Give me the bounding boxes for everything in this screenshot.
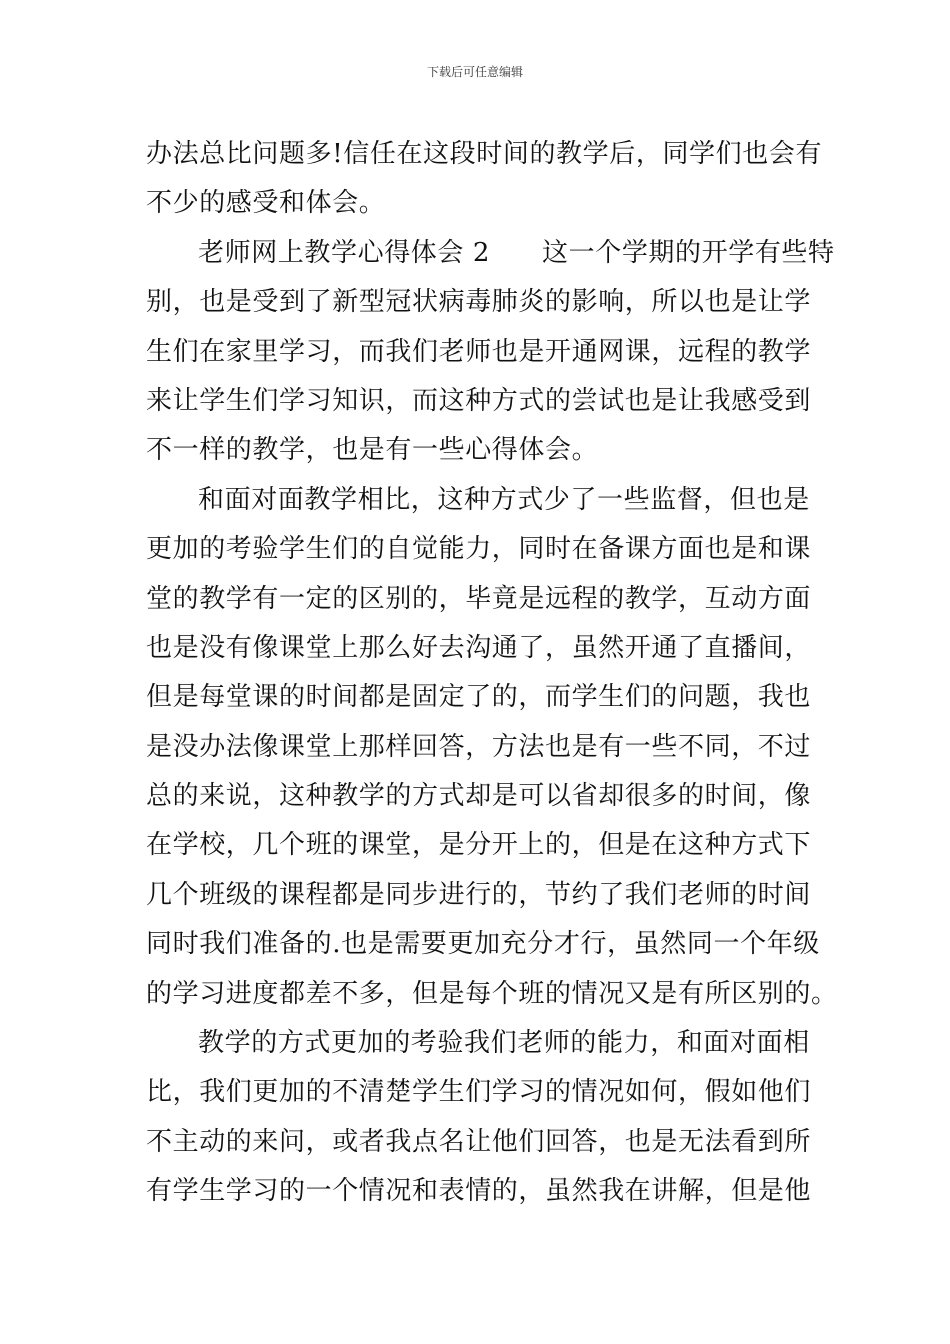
text-line: 和面对面教学相比，这种方式少了一些监督，但也是 xyxy=(198,484,810,515)
text-line: 是没办法像课堂上那样回答，方法也是有一些不同，不过 xyxy=(146,731,812,762)
text-line: 更加的考验学生们的自觉能力，同时在备课方面也是和课 xyxy=(146,534,812,565)
section-heading: 老师网上教学心得体会 2 xyxy=(198,237,491,268)
text-line: 有学生学习的一个情况和表情的，虽然我在讲解，但是他 xyxy=(146,1176,812,1207)
text-line-content: 这一个学期的开学有些特 xyxy=(542,237,835,268)
text-line: 办法总比问题多!信任在这段时间的教学后，同学们也会有 xyxy=(146,139,823,169)
text-line: 在学校，几个班的课堂，是分开上的，但是在这种方式下 xyxy=(146,830,812,861)
text-line: 不一样的教学，也是有一些心得体会。 xyxy=(146,435,599,466)
text-line: 几个班级的课程都是同步进行的，节约了我们老师的时间 xyxy=(146,879,812,910)
text-line: 教学的方式更加的考验我们老师的能力，和面对面相 xyxy=(198,1028,810,1059)
text-line: 但是每堂课的时间都是固定了的，而学生们的问题，我也 xyxy=(146,682,812,713)
paragraph-3 xyxy=(146,476,838,1019)
paragraph-2 xyxy=(146,229,835,476)
text-line: 不主动的来问，或者我点名让他们回答，也是无法看到所 xyxy=(146,1126,812,1157)
text-line xyxy=(146,229,835,278)
text-line: 同时我们准备的.也是需要更加充分才行，虽然同一个年级 xyxy=(146,929,820,960)
page-header: 下载后可任意编辑 xyxy=(426,65,523,79)
text-line: 总的来说，这种教学的方式却是可以省却很多的时间，像 xyxy=(146,781,812,812)
text-line: 生们在家里学习，而我们老师也是开通网课，远程的教学 xyxy=(146,336,812,367)
text-line: 别，也是受到了新型冠状病毒肺炎的影响，所以也是让学 xyxy=(146,287,812,318)
text-line: 堂的教学有一定的区别的，毕竟是远程的教学，互动方面 xyxy=(146,583,812,614)
paragraph-1 xyxy=(146,130,823,229)
text-line: 的学习进度都差不多，但是每个班的情况又是有所区别的。 xyxy=(146,978,838,1009)
paragraph-4 xyxy=(146,1019,812,1217)
text-line: 比，我们更加的不清楚学生们学习的情况如何，假如他们 xyxy=(146,1077,812,1108)
text-line: 不少的感受和体会。 xyxy=(146,188,386,219)
text-line: 也是没有像课堂上那么好去沟通了，虽然开通了直播间， xyxy=(146,632,812,663)
text-line: 来让学生们学习知识，而这种方式的尝试也是让我感受到 xyxy=(146,385,812,416)
document-body xyxy=(146,130,838,1217)
